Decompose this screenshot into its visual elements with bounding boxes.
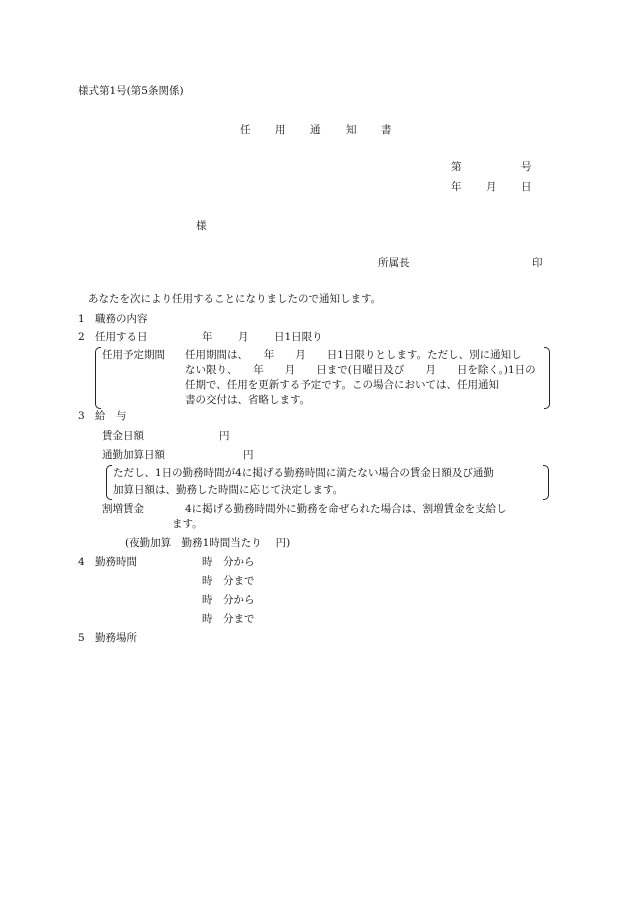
doc-number-go: 号 [521,161,532,173]
work-time: 時 分まで [202,613,255,625]
item-2-number: 2 [78,331,85,343]
item-3-number: 3 [78,410,85,422]
item-1-number: 1 [78,313,85,325]
title-char: 任 [240,124,251,136]
work-time: 時 分から [202,594,255,606]
issuer-title: 所属長 [378,257,410,269]
item-1-label: 職務の内容 [95,313,148,325]
commute-allowance-yen: 円 [243,449,254,461]
work-time: 時 分から [202,556,255,568]
item-4-number: 4 [78,556,85,568]
wage-note-left-bracket [106,465,112,500]
appointment-day: 日1日限り [274,331,323,343]
wage-note-line: ただし、1日の勤務時間が4に掲げる勤務時間に満たない場合の賃金日額及び通勤 [113,467,494,479]
item-3-label: 給 与 [95,410,127,422]
title-char: 書 [381,124,392,136]
date-month: 月 [486,181,497,193]
wage-note-right-bracket [543,465,549,500]
commute-allowance-label: 通勤加算日額 [102,449,165,461]
work-time: 時 分まで [202,575,255,587]
item-4-label: 勤務時間 [95,556,137,568]
renewal-line: 書の交付は、省略します。 [185,394,311,406]
date-day: 日 [521,181,532,193]
title-char: 用 [275,124,286,136]
appointment-month: 月 [238,331,249,343]
item-5-number: 5 [78,632,85,644]
addressee-sama: 様 [196,220,207,232]
appointment-year: 年 [202,331,213,343]
item-5-label: 勤務場所 [95,632,137,644]
form-number: 様式第1号(第5条関係) [78,85,184,97]
daily-wage-label: 賃金日額 [102,430,144,442]
wage-note-line: 加算日額は、勤務した時間に応じて決定します。 [113,484,344,496]
title-char: 通 [310,124,321,136]
title-char: 知 [346,124,357,136]
renewal-line: 任期で、任用を更新する予定です。この場合においては、任用通知 [185,379,499,391]
intro-text: あなたを次により任用することになりましたので通知します。 [88,293,382,305]
overtime-line: ます。 [172,518,203,530]
renewal-line: 任用期間は、 年 月 日1日限りとします。ただし、別に通知し [185,349,522,361]
item-2-label: 任用する日 [95,331,148,343]
renewal-line: ない限り、 年 月 日まで(日曜日及び 月 日を除く。)1日の [185,364,536,376]
night-allowance: (夜勤加算 勤務1時間当たり 円) [125,537,291,549]
overtime-label: 割増賃金 [102,503,144,515]
issuer-seal: 印 [532,257,543,269]
overtime-line: 4に掲げる勤務時間外に勤務を命ぜられた場合は、割増賃金を支給し [185,503,507,515]
renewal-right-bracket [544,347,550,409]
daily-wage-yen: 円 [219,430,230,442]
doc-number-dai: 第 [451,161,462,173]
date-year: 年 [451,181,462,193]
renewal-left-bracket [95,347,101,409]
renewal-label: 任用予定期間 [102,349,165,361]
